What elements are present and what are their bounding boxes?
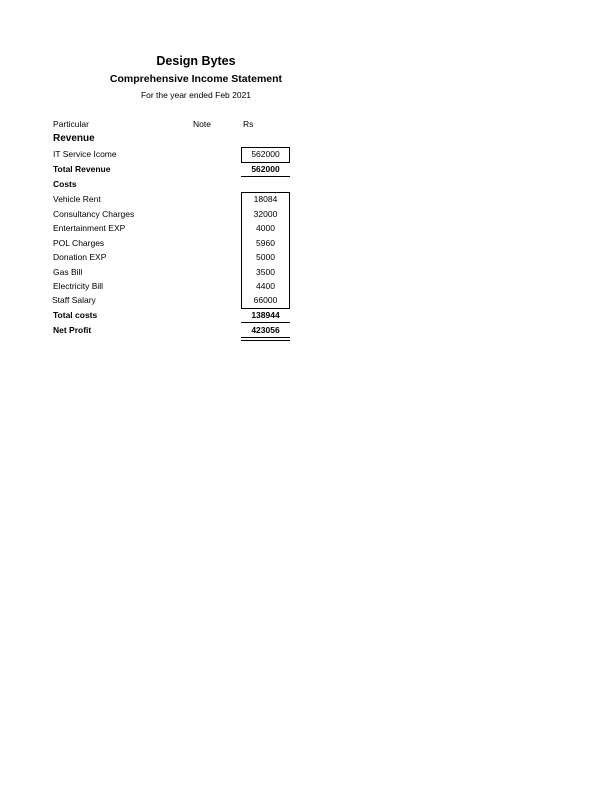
total-costs-value: 138944 <box>251 310 280 320</box>
total-revenue-value: 562000 <box>251 164 280 174</box>
total-costs-underline <box>241 322 290 323</box>
total-costs-label: Total costs <box>53 310 98 320</box>
cost-item-label: Staff Salary <box>52 295 96 305</box>
cost-item-label: Entertainment EXP <box>53 223 126 233</box>
cost-item-label: Vehicle Rent <box>53 194 101 204</box>
net-profit-double-underline-top <box>241 337 290 338</box>
revenue-item-value: 562000 <box>251 149 280 159</box>
company-name: Design Bytes <box>156 54 236 68</box>
cost-item-label: POL Charges <box>53 238 105 248</box>
cost-item-label: Donation EXP <box>53 252 107 262</box>
cost-item-label: Consultancy Charges <box>53 209 135 219</box>
cost-item-value: 5960 <box>256 238 275 248</box>
cost-item-value: 32000 <box>253 209 278 219</box>
cost-item-label: Gas Bill <box>53 267 83 277</box>
cost-item-value: 3500 <box>256 267 275 277</box>
cost-item-value: 18084 <box>253 194 278 204</box>
column-header-particular: Particular <box>53 119 89 129</box>
net-profit-double-underline-bottom <box>241 340 290 341</box>
statement-period: For the year ended Feb 2021 <box>140 90 252 100</box>
cost-item-value: 4400 <box>256 281 275 291</box>
net-profit-label: Net Profit <box>53 325 92 335</box>
costs-heading: Costs <box>53 179 77 189</box>
total-revenue-underline <box>241 176 290 177</box>
net-profit-value: 423056 <box>251 325 280 335</box>
cost-item-value: 5000 <box>256 252 275 262</box>
revenue-item-label: IT Service Icome <box>53 149 117 159</box>
cost-item-value: 4000 <box>256 223 275 233</box>
column-header-note: Note <box>193 119 211 129</box>
cost-item-label: Electricity Bill <box>53 281 104 291</box>
statement-title: Comprehensive Income Statement <box>109 73 283 85</box>
revenue-heading: Revenue <box>53 133 95 144</box>
cost-item-value: 66000 <box>253 295 278 305</box>
total-revenue-label: Total Revenue <box>53 164 111 174</box>
column-header-rs: Rs <box>243 119 254 129</box>
